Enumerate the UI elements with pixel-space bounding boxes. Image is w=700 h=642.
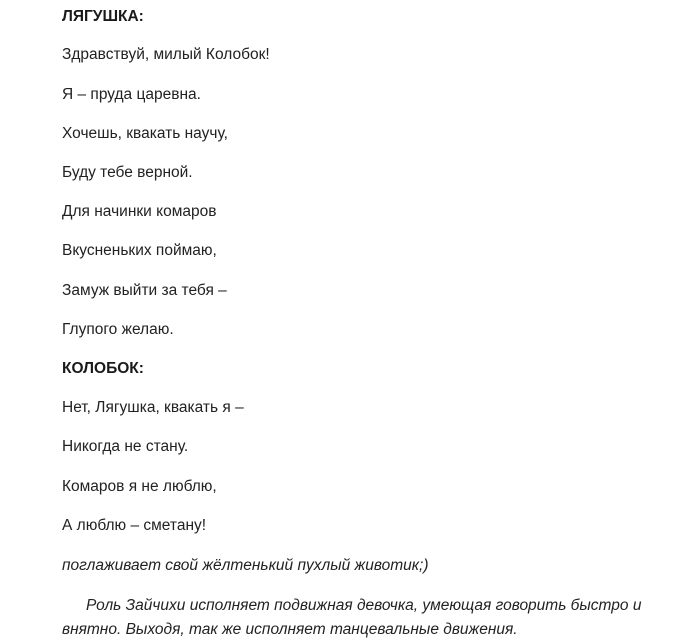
frog-line-6: Вкусненьких поймаю,: [62, 242, 217, 259]
speaker-kolobok: КОЛОБОК:: [62, 360, 144, 377]
frog-line-1: Здравствуй, милый Колобок!: [62, 46, 270, 63]
frog-line-3: Хочешь, квакать научу,: [62, 125, 228, 142]
frog-line-4: Буду тебе верной.: [62, 164, 193, 181]
frog-line-7: Замуж выйти за тебя –: [62, 282, 227, 299]
kolobok-line-3: Комаров я не люблю,: [62, 478, 217, 495]
role-note-line-2: внятно. Выходя, так же исполняет танцевальные движения.: [62, 621, 518, 638]
kolobok-line-4: А люблю – сметану!: [62, 517, 207, 534]
frog-line-2: Я – пруда царевна.: [62, 86, 201, 103]
stage-direction: поглаживает свой жёлтенький пухлый животик;): [62, 557, 429, 574]
role-note-line-1: Роль Зайчихи исполняет подвижная девочка, умеющая говорить быстро и: [86, 597, 642, 614]
kolobok-line-2: Никогда не стану.: [62, 438, 189, 455]
speaker-frog: ЛЯГУШКА:: [62, 8, 144, 25]
kolobok-line-1: Нет, Лягушка, квакать я –: [62, 399, 244, 416]
frog-line-8: Глупого желаю.: [62, 321, 174, 338]
frog-line-5: Для начинки комаров: [62, 203, 217, 220]
